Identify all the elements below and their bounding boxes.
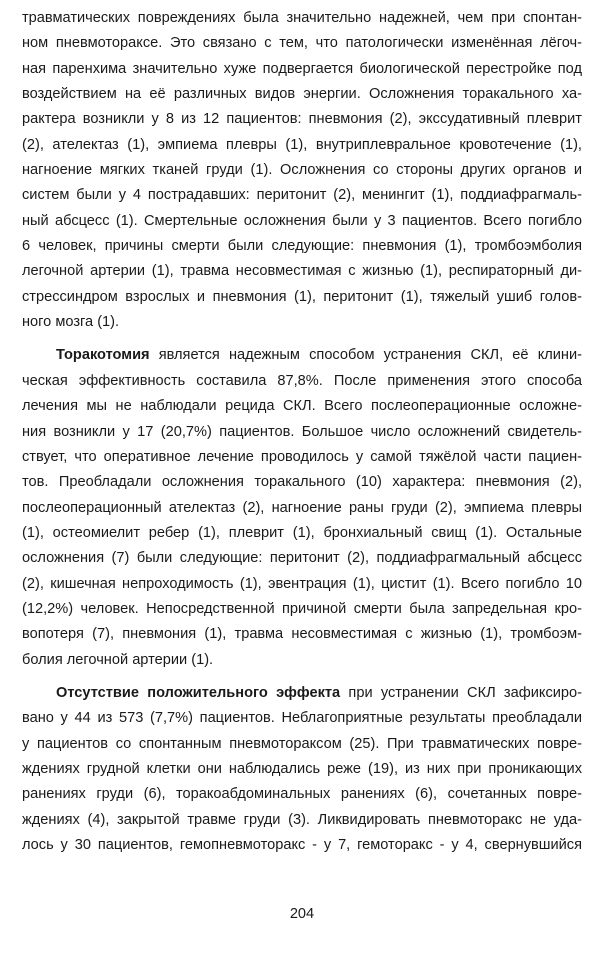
text-line: воздействием на её различных видов энергии. Осложнения торакального ха- (22, 86, 582, 103)
text-line: тов. Преобладали осложнения торакального (10) характера: пневмония (2), (22, 474, 582, 491)
text-line: послеоперационный ателектаз (2), нагноение раны груди (2), эмпиема плевры (22, 499, 582, 516)
text-line: ный абсцесс (1). Смертельные осложнения были у 3 пациентов. Всего погибло (22, 212, 582, 229)
text-line: ная паренхима значительно хуже подвергается биологической перестройке под (22, 60, 582, 77)
text-line: осложнения (7) были следующие: перитонит (2), поддиафрагмальный абсцесс (22, 550, 582, 567)
text-line: (2), кишечная непроходимость (1), эвентрация (1), цистит (1). Всего погибло 10 (22, 575, 582, 592)
text-line: нагноение мягких тканей груди (1). Осложнения со стороны других органов и (22, 162, 582, 179)
page-body (22, 6, 582, 858)
text-line: ном пневмотораксе. Это связано с тем, что патологически изменённая лёгоч- (22, 35, 582, 52)
text-line: (2), ателектаз (1), эмпиема плевры (1), внутриплевральное кровотечение (1), (22, 136, 582, 153)
text-line: ческая эффективность составила 87,8%. После применения этого способа (22, 372, 582, 389)
page-number: 204 (289, 906, 315, 922)
text-line: ного мозга (1). (22, 314, 120, 331)
paragraph-3 (22, 681, 582, 858)
paragraph-1 (22, 6, 582, 335)
text-line: травматических повреждениях была значительно надежней, чем при спонтан- (22, 10, 582, 26)
text-line: ранениях груди (6), торакоабдоминальных ранениях (6), сочетанных повре- (22, 786, 582, 803)
text-line: ждениях (4), закрытой травме груди (3). Ликвидировать пневмоторакс не уда- (22, 811, 582, 828)
text-line: (12,2%) человек. Непосредственной причиной смерти была запредельная кро- (22, 600, 582, 617)
text-line: вано у 44 из 573 (7,7%) пациентов. Неблагоприятные результаты преобладали (22, 710, 582, 727)
text-line: (1), остеомиелит ребер (1), плеврит (1), бронхиальный свищ (1). Остальные (22, 524, 582, 541)
text-line: систем были у 4 пострадавших: перитонит (2), менингит (1), поддиафрагмаль- (22, 187, 582, 204)
text-line (22, 343, 582, 368)
text-line: болия легочной артерии (1). (22, 651, 214, 668)
text-line: ния возникли у 17 (20,7%) пациентов. Большое число осложнений свидетель- (22, 423, 582, 440)
bold-term: Отсутствие положительного эффекта (56, 684, 341, 701)
text-line: стрессиндром взрослых и пневмония (1), перитонит (1), тяжелый ушиб голов- (22, 288, 582, 305)
text-line: лечения мы не наблюдали рецида СКЛ. Всего послеоперационные осложне- (22, 398, 582, 415)
text-line: 6 человек, причины смерти были следующие: пневмония (1), тромбоэмболия (22, 238, 582, 255)
text-line (22, 681, 582, 706)
paragraph-2 (22, 343, 582, 672)
text-line: легочной артерии (1), травма несовместимая с жизнью (1), респираторный ди- (22, 263, 582, 280)
text-line: у пациентов со спонтанным пневмотораксом (25). При травматических повре- (22, 735, 582, 752)
text-line: ствует, что оперативное лечение проводилось у самой тяжёлой части пациен- (22, 448, 582, 465)
text-run: является надежным способом устранения СКЛ, её клини- (149, 347, 582, 364)
text-line: ждениях грудной клетки они наблюдались реже (19), из них при проникающих (22, 760, 582, 777)
text-line: рактера возникли у 8 из 12 пациентов: пневмония (2), экссудативный плеврит (22, 111, 582, 128)
bold-term: Торакотомия (56, 347, 150, 364)
text-line: вопотеря (7), пневмония (1), травма несовместимая с жизнью (1), тромбоэм- (22, 626, 582, 643)
text-line: лось у 30 пациентов, гемопневмоторакс - у 7, гемоторакс - у 4, свернувшийся (22, 837, 582, 853)
text-run: при устранении СКЛ зафиксиро- (340, 684, 582, 701)
